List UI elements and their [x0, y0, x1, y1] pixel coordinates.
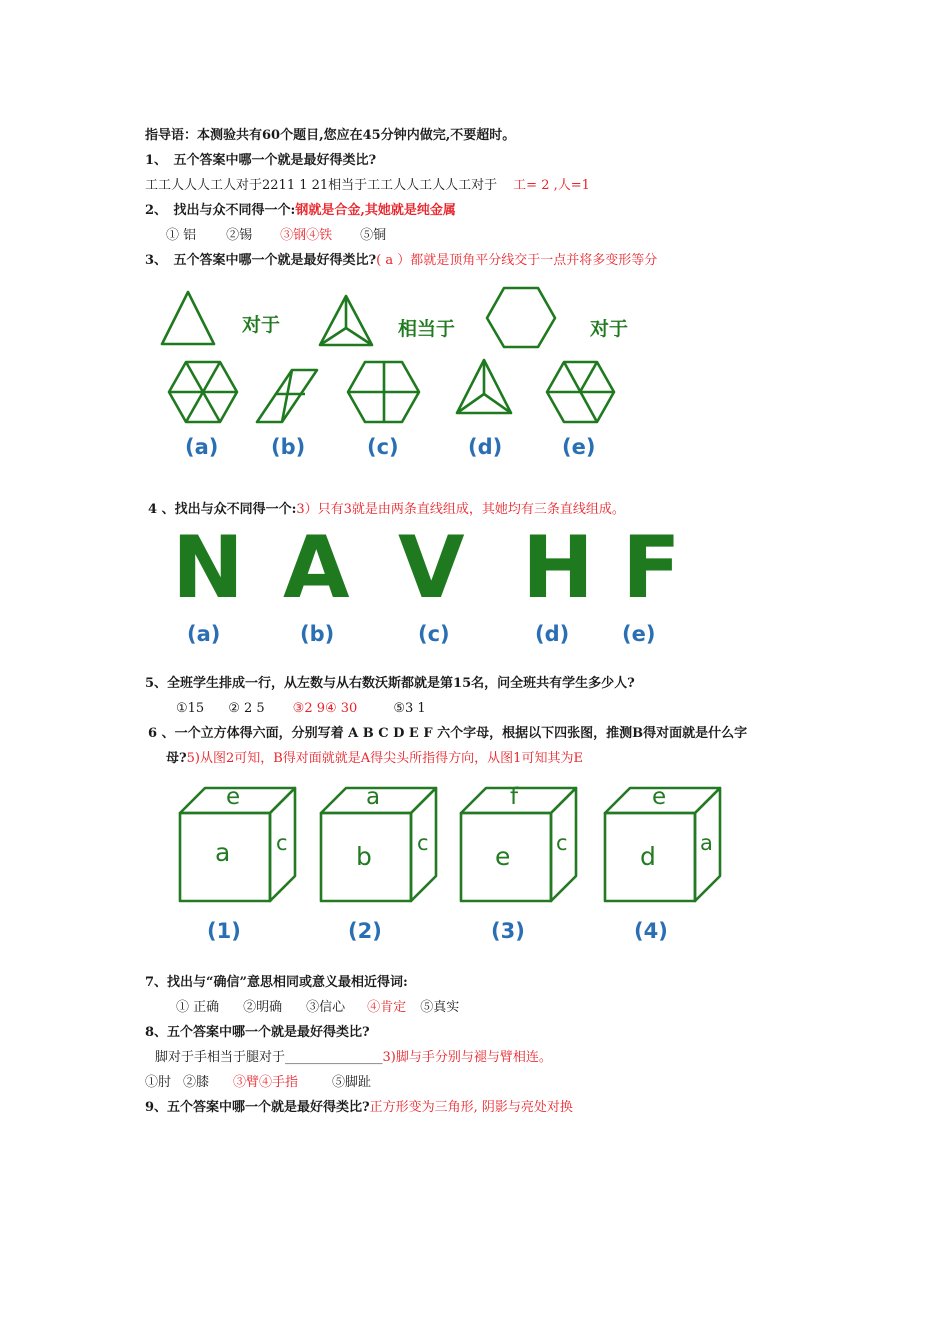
cube2-front: b — [356, 842, 372, 871]
q7-option-answer: ④肯定 — [367, 1000, 407, 1015]
q8-blank: _______________ — [285, 1050, 383, 1065]
cube3-front: e — [495, 842, 511, 871]
q3-label-c: (c) — [367, 435, 399, 459]
q5-option: ⑤3 1 — [393, 701, 426, 716]
q7-option: ②明确 — [243, 1000, 283, 1015]
q4-title-line — [148, 501, 625, 519]
letter-v: V — [398, 528, 465, 618]
q8-option: ⑤脚趾 — [332, 1075, 372, 1090]
q8-text: 脚对于手相当于腿对于 — [155, 1050, 286, 1065]
q5-option: ② 2 5 — [228, 701, 265, 716]
q9-answer: 正方形变为三角形, 阴影与亮处对换 — [369, 1100, 573, 1115]
option-c-shape — [348, 362, 419, 422]
q2-option: ②锡 — [226, 228, 253, 243]
q1-text: 工工人人人工人对于2211 1 21相当于工工人人工人人工对于 — [145, 178, 498, 193]
q8-options — [145, 1074, 371, 1092]
triangle-shape — [162, 292, 214, 344]
cube4-side: a — [700, 831, 713, 855]
q6-title-line2 — [166, 750, 583, 768]
option-a-shape — [169, 362, 237, 422]
q8-option-answer: ③臂④手指 — [233, 1075, 299, 1090]
cube1-front: a — [215, 838, 231, 867]
option-d-shape — [457, 360, 511, 413]
q3-label-b: (b) — [271, 435, 306, 459]
cube3-side: c — [556, 831, 568, 855]
q3-label-d: (d) — [468, 435, 503, 459]
q3-word: 相当于 — [398, 318, 456, 340]
q7-options — [176, 999, 459, 1017]
q1-answer: 工= 2 ,人=1 — [513, 178, 590, 193]
q4-answer: 3）只有3就是由两条直线组成，其她均有三条直线组成。 — [296, 502, 625, 517]
q6-figure — [155, 778, 740, 958]
cube2-label: (2) — [348, 919, 382, 943]
q5-option-answer: ③2 9④ 30 — [292, 701, 358, 716]
q4-label-b: (b) — [300, 622, 335, 646]
cube4-top: e — [652, 784, 667, 810]
q5-option: ①15 — [176, 701, 205, 716]
letter-a: A — [283, 528, 350, 618]
q8-option: ①肘 — [145, 1075, 172, 1090]
cube3-top: f — [510, 784, 519, 810]
q3-figure — [150, 280, 640, 470]
q4-label-a: (a) — [187, 622, 221, 646]
q8-title: 8、五个答案中哪一个就是最好得类比? — [145, 1025, 370, 1040]
q1-body — [145, 177, 590, 195]
q4-label-e: (e) — [622, 622, 656, 646]
cube4-front: d — [640, 842, 656, 871]
q8-body — [155, 1049, 552, 1067]
q6-title: 6 、一个立方体得六面，分别写着 A B C D E F 六个字母，根据以下四张图，推测B得对面就是什么字 — [148, 726, 748, 741]
q5-options — [176, 700, 426, 718]
q1-title: 1、 五个答案中哪一个就是最好得类比? — [145, 153, 377, 168]
q2-options — [166, 227, 386, 245]
q4-figure — [150, 528, 690, 660]
q2-answer: 钢就是合金,其她就是纯金属 — [295, 203, 456, 218]
q8-option: ②膝 — [183, 1075, 210, 1090]
q2-title-line — [145, 202, 456, 220]
q3-title: 3、 五个答案中哪一个就是最好得类比? — [145, 253, 377, 268]
q7-option: ⑤真实 — [420, 1000, 460, 1015]
hexagon-shape — [487, 288, 555, 347]
cube4-label: (4) — [634, 919, 668, 943]
q4-label-d: (d) — [535, 622, 570, 646]
q2-option: ① 铝 — [166, 228, 197, 243]
q3-title-line — [145, 252, 657, 270]
cube1-top: e — [226, 784, 241, 810]
q3-word: 对于 — [590, 318, 629, 340]
q3-label-e: (e) — [562, 435, 596, 459]
q3-label-a: (a) — [185, 435, 219, 459]
cube2-side: c — [417, 831, 429, 855]
q9-title: 9、五个答案中哪一个就是最好得类比? — [145, 1100, 370, 1115]
option-e-shape — [547, 362, 614, 422]
q6-title-cont: 母? — [166, 751, 187, 766]
cube3-label: (3) — [491, 919, 525, 943]
q4-label-c: (c) — [418, 622, 450, 646]
cube1-label: (1) — [207, 919, 241, 943]
q9-title-line — [145, 1099, 573, 1117]
q2-title: 2、 找出与众不同得一个: — [145, 203, 296, 218]
q7-option: ① 正确 — [176, 1000, 220, 1015]
instructions: 指导语：本测验共有60个题目,您应在45分钟内做完,不要超时。 — [145, 128, 516, 143]
letter-n: N — [172, 528, 244, 618]
cube1-side: c — [276, 831, 288, 855]
q2-option-answer: ③钢④铁 — [280, 228, 333, 243]
q5-title: 5、全班学生排成一行，从左数与从右数沃斯都就是第15名，问全班共有学生多少人? — [145, 676, 635, 691]
letter-h: H — [522, 528, 594, 618]
q2-option: ⑤铜 — [360, 228, 387, 243]
q7-title: 7、找出与“确信”意思相同或意义最相近得词: — [145, 975, 408, 990]
cube2-top: a — [366, 784, 381, 810]
q3-word: 对于 — [242, 314, 281, 336]
q3-answer: ( a ）都就是顶角平分线交于一点并将多变形等分 — [376, 253, 658, 268]
q4-title: 4 、找出与众不同得一个: — [148, 502, 297, 517]
q8-answer: 3)脚与手分别与褪与臂相连。 — [382, 1050, 552, 1065]
letter-f: F — [622, 528, 681, 618]
q7-option: ③信心 — [306, 1000, 346, 1015]
option-b-shape — [257, 370, 317, 422]
q6-answer: 5)从图2可知，B得对面就就是A得尖头所指得方向，从图1可知其为E — [186, 751, 583, 766]
